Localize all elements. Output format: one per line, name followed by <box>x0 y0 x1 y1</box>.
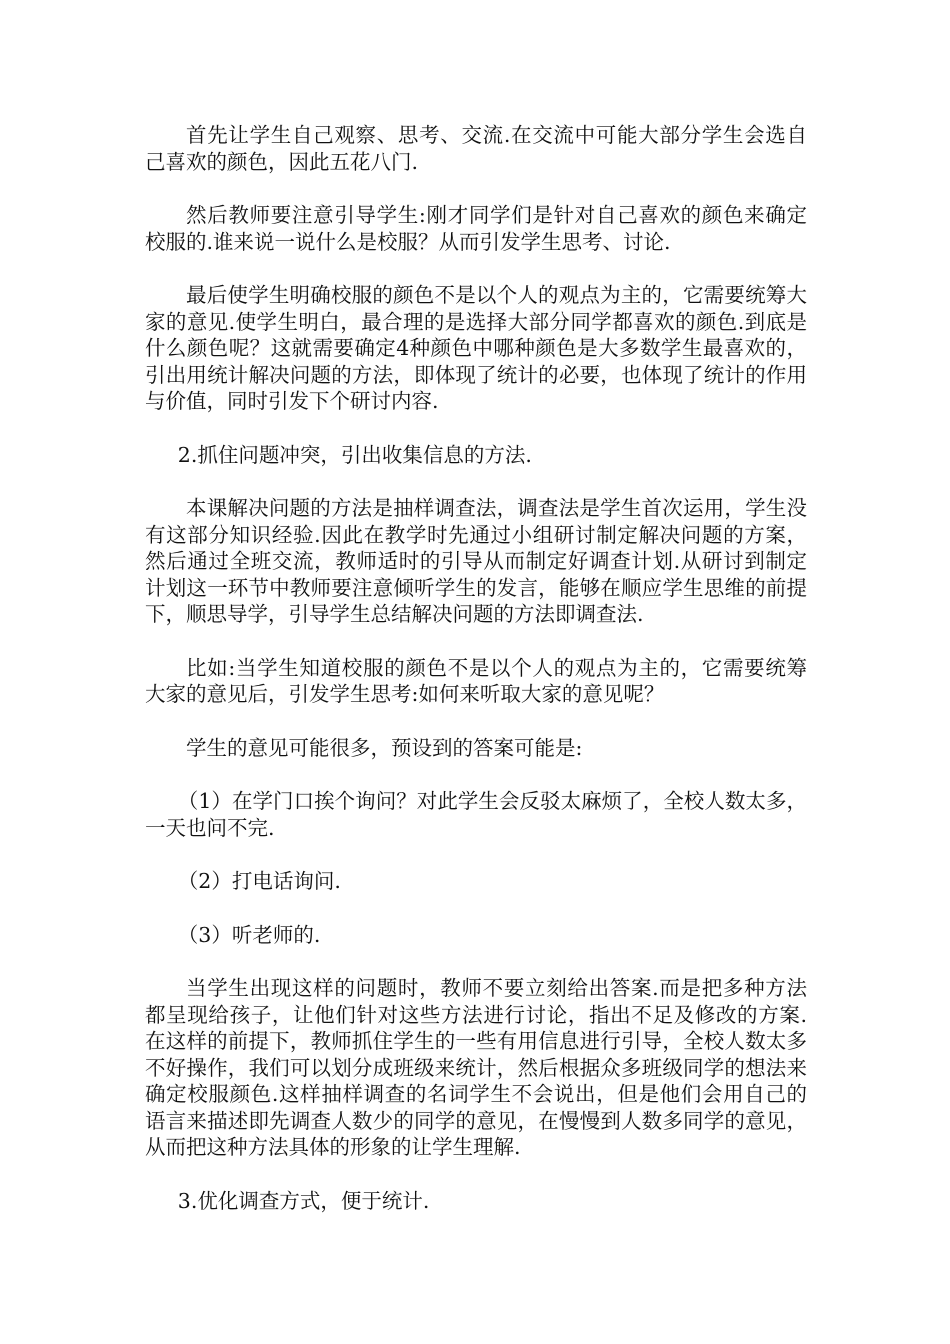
paragraph-conclusion: 最后使学生明确校服的颜色不是以个人的观点为主的，它需要统筹大家的意见.使学生明白，最合理的是选择大部分同学都喜欢的颜色.到底是什么颜色呢？这就需要确定4种颜色中哪种颜色是大多数学生最喜欢的，引出用统计解决问题的方法，即体现了统计的必要，也体现了统计的作用与价值，同时引发下个研讨内容. <box>145 283 807 413</box>
list-item-2: （2）打电话询问. <box>177 869 341 893</box>
paragraph-observe: 首先让学生自己观察、思考、交流.在交流中可能大部分学生会选自己喜欢的颜色，因此五花八门. <box>145 123 807 174</box>
section-heading-2: 2.抓住问题冲突，引出收集信息的方法. <box>177 442 532 467</box>
paragraph-teacher-response: 当学生出现这样的问题时，教师不要立刻给出答案.而是把多种方法都呈现给孩子，让他们针对这些方法进行讨论，指出不足及修改的方案.在这样的前提下，教师抓住学生的一些有用信息进行引导，全校人数太多不好操作，我们可以划分成班级来统计，然后根据众多班级同学的想法来确定校服颜色.这样抽样调查的名词学生不会说出，但是他们会用自己的语言来描述即先调查人数少的同学的意见，在慢慢到人数多同学的意见，从而把这种方法具体的形象的让学生理解. <box>145 976 807 1159</box>
paragraph-student-opinions: 学生的意见可能很多，预设到的答案可能是: <box>186 735 583 760</box>
document-page <box>145 122 807 1241</box>
list-item-1: （1）在学门口挨个询问？对此学生会反驳太麻烦了，全校人数太多，一天也问不完. <box>145 789 807 840</box>
list-item-3: （3）听老师的. <box>177 922 321 947</box>
paragraph-example: 比如:当学生知道校服的颜色不是以个人的观点为主的，它需要统筹大家的意见后，引发学生思考:如何来听取大家的意见呢？ <box>145 655 807 706</box>
section-heading-3: 3.优化调查方式，便于统计. <box>177 1188 430 1213</box>
paragraph-survey-method: 本课解决问题的方法是抽样调查法，调查法是学生首次运用，学生没有这部分知识经验.因此在教学时先通过小组研讨制定解决问题的方案，然后通过全班交流，教师适时的引导从而制定好调查计划.从研讨到制定计划这一环节中教师要注意倾听学生的发言，能够在顺应学生思维的前提下，顺思导学，引导学生总结解决问题的方法即调查法. <box>145 496 807 626</box>
paragraph-guide: 然后教师要注意引导学生:刚才同学们是针对自己喜欢的颜色来确定校服的.谁来说一说什么是校服？从而引发学生思考、讨论. <box>145 203 807 254</box>
